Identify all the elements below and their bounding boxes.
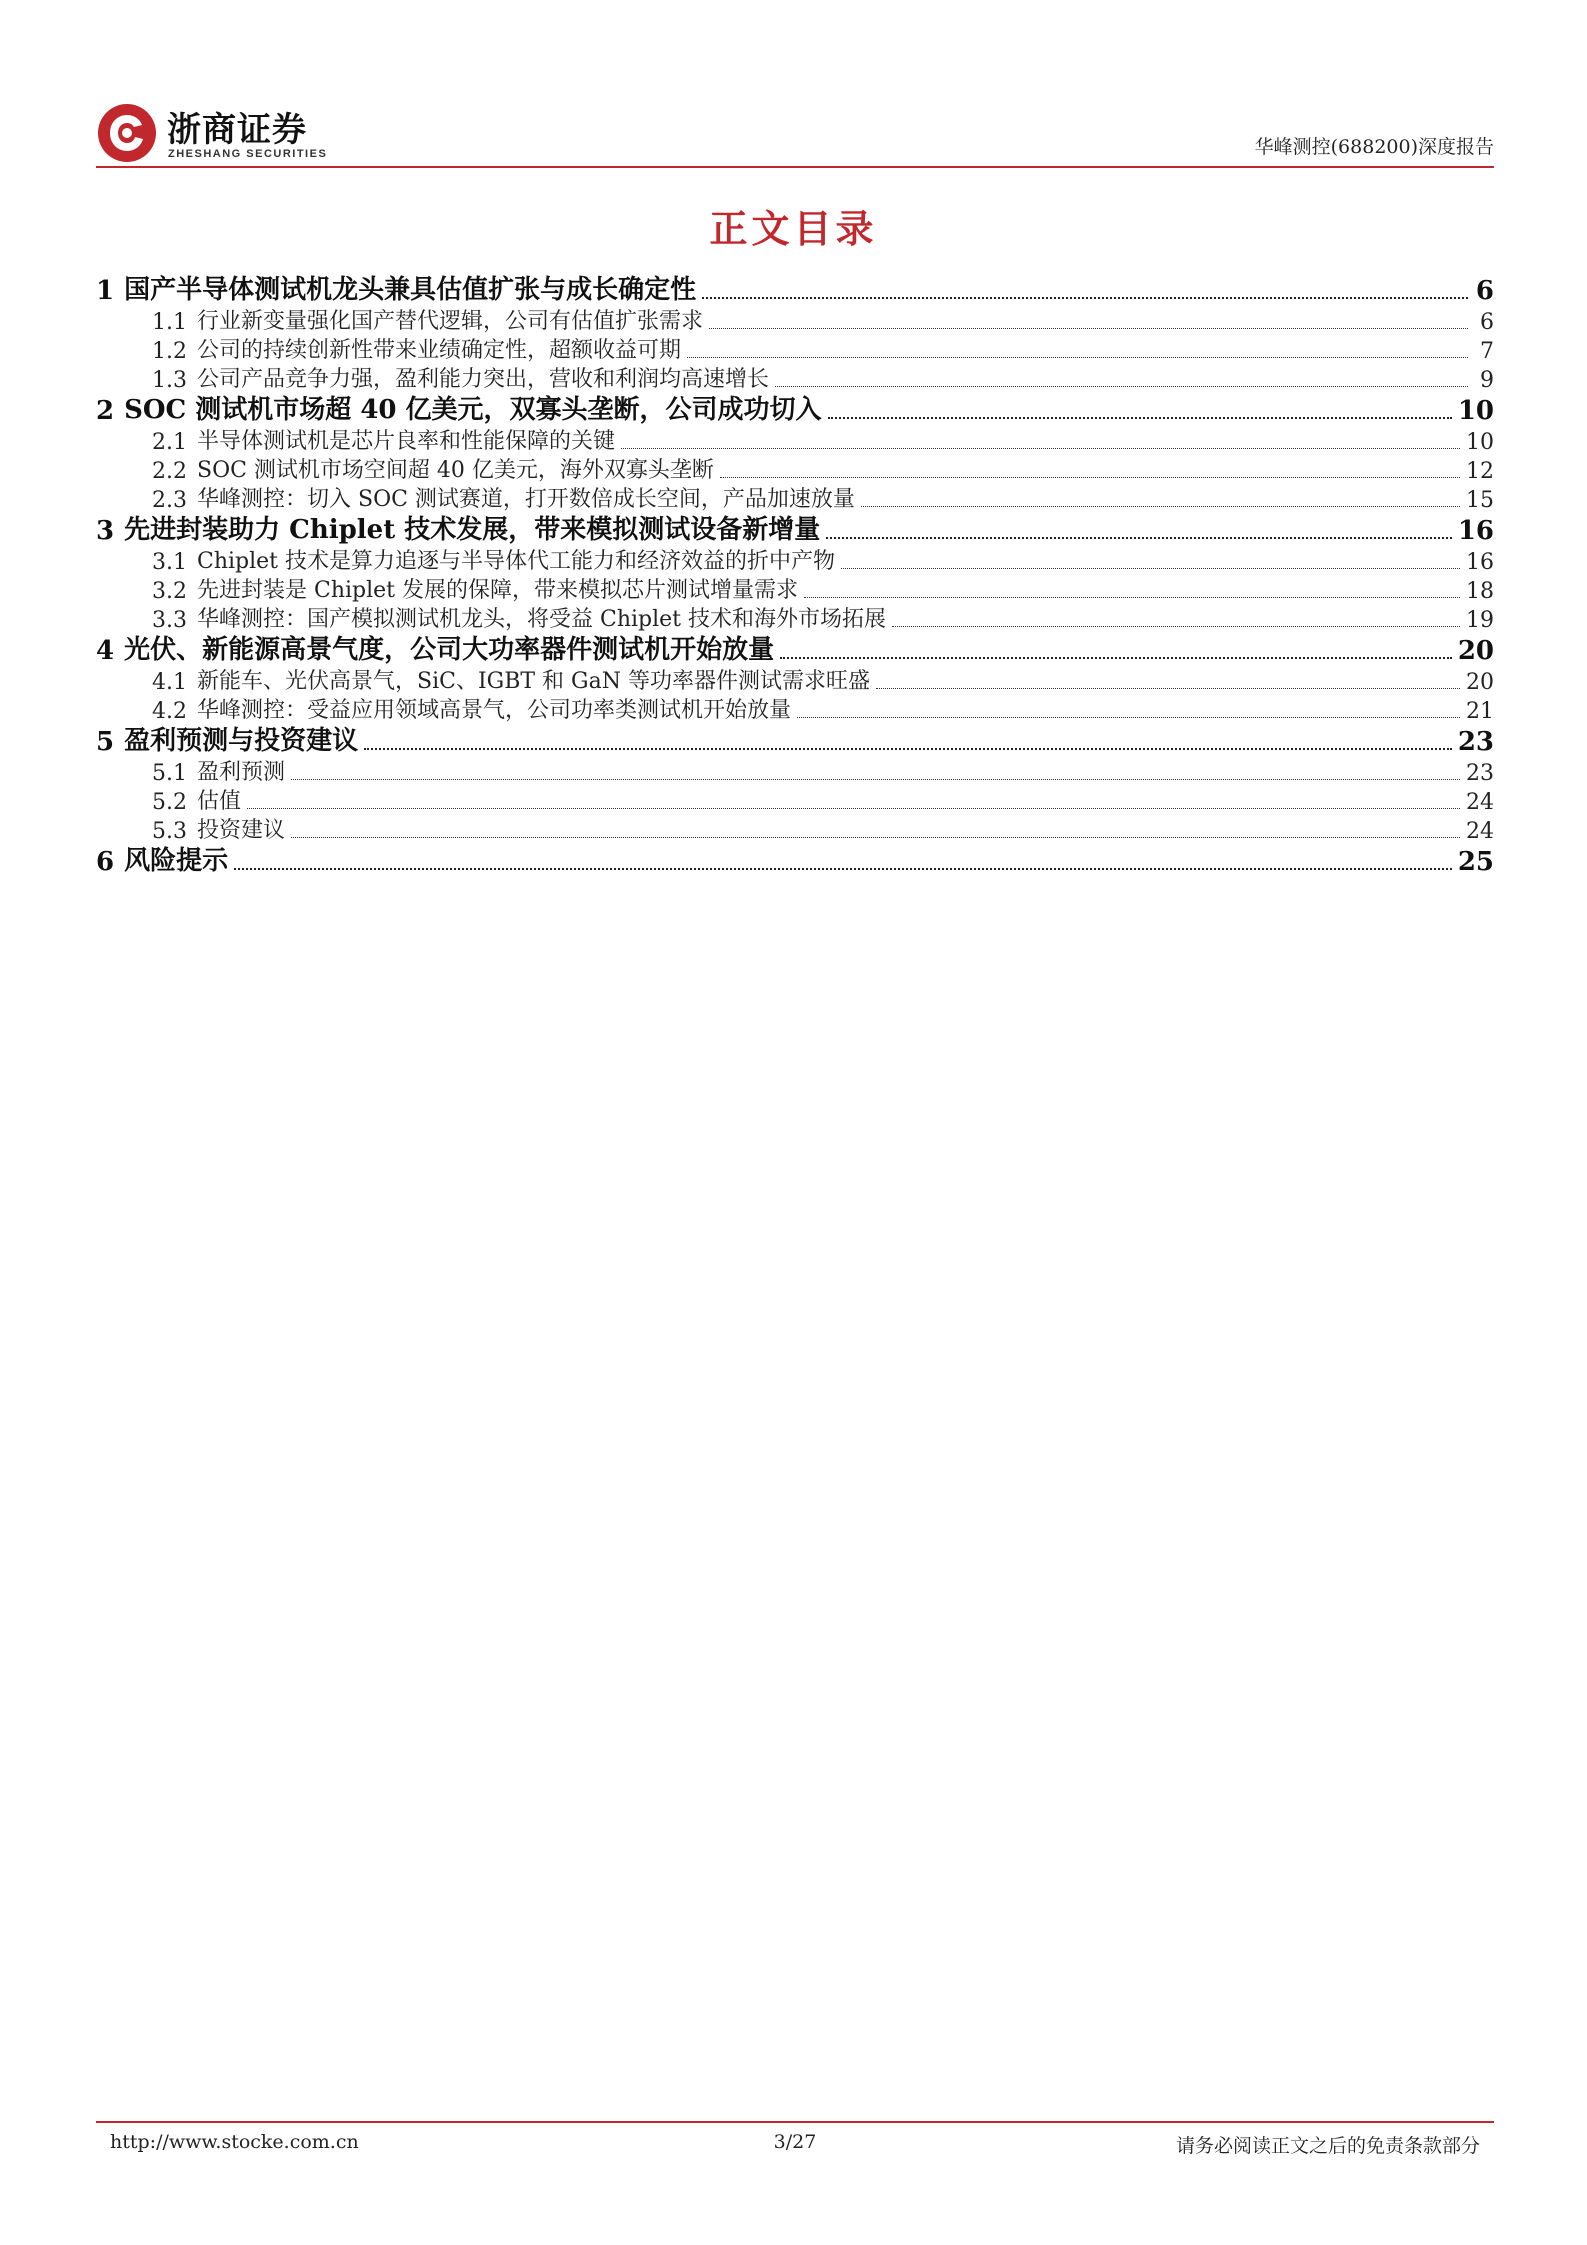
- logo-text-cn: 浙商证券: [167, 110, 307, 150]
- toc-page-number: 6: [1475, 276, 1494, 306]
- toc-leader-dots: [291, 779, 1460, 780]
- report-title: 华峰测控(688200)深度报告: [1254, 136, 1494, 158]
- toc-subsection-title: SOC 测试机市场空间超 40 亿美元，海外双寡头垄断: [197, 458, 714, 483]
- footer-divider: [96, 2121, 1494, 2123]
- toc-subsection-2.2[interactable]: [96, 454, 1494, 484]
- toc-subsection-4.1[interactable]: [96, 665, 1494, 695]
- toc-subsection-number: 5.2: [152, 790, 187, 815]
- toc-section-number: 4: [96, 636, 115, 666]
- toc-page-number: 15: [1466, 488, 1494, 513]
- toc-subsection-title: 投资建议: [197, 818, 286, 843]
- toc-subsection-number: 2.2: [152, 459, 187, 484]
- toc-subsection-title: 先进封装是 Chiplet 发展的保障，带来模拟芯片测试增量需求: [197, 578, 799, 603]
- page-indicator: 3/27: [773, 2131, 817, 2153]
- logo-text-en: ZHESHANG SECURITIES: [168, 148, 328, 160]
- toc-leader-dots: [709, 328, 1468, 329]
- toc-subsection-2.1[interactable]: [96, 425, 1494, 455]
- toc-leader-dots: [720, 477, 1460, 478]
- footer-disclaimer: 请务必阅读正文之后的免责条款部分: [1175, 2135, 1480, 2157]
- toc-subsection-title: 行业新变量强化国产替代逻辑，公司有估值扩张需求: [197, 309, 704, 334]
- toc-subsection-1.1[interactable]: [96, 305, 1494, 335]
- toc-subsection-number: 4.2: [152, 699, 187, 724]
- toc-section-number: 6: [96, 847, 115, 877]
- toc-subsection-title: 新能车、光伏高景气，SiC、IGBT 和 GaN 等功率器件测试需求旺盛: [197, 669, 870, 694]
- toc-section-6[interactable]: [96, 843, 1494, 877]
- toc-leader-dots: [775, 386, 1468, 387]
- toc-section-number: 2: [96, 396, 115, 426]
- toc-leader-dots: [621, 448, 1460, 449]
- toc-subsection-number: 3.2: [152, 579, 187, 604]
- zheshang-logo-icon: [96, 102, 158, 164]
- toc-section-2[interactable]: [96, 392, 1494, 426]
- toc-section-number: 5: [96, 727, 115, 757]
- toc-page-number: 9: [1480, 368, 1494, 393]
- toc-page-number: 23: [1457, 727, 1494, 757]
- toc-page-number: 10: [1457, 396, 1494, 426]
- toc-leader-dots: [861, 506, 1460, 507]
- toc-page-number: 10: [1466, 430, 1494, 455]
- toc-section-1[interactable]: [96, 272, 1494, 306]
- toc-subsection-title: 华峰测控：国产模拟测试机龙头，将受益 Chiplet 技术和海外市场拓展: [197, 607, 887, 632]
- toc-section-number: 1: [96, 276, 115, 306]
- toc-subsection-number: 3.3: [152, 608, 187, 633]
- toc-subsection-number: 4.1: [152, 670, 187, 695]
- toc-subsection-title: 公司的持续创新性带来业绩确定性，超额收益可期: [197, 338, 682, 363]
- toc-title: 正文目录: [709, 207, 878, 251]
- toc-leader-dots: [247, 808, 1460, 809]
- toc-subsection-number: 2.1: [152, 430, 187, 455]
- toc-leader-dots: [364, 748, 1452, 750]
- page-header: [96, 96, 1494, 170]
- toc-section-title: 风险提示: [124, 846, 229, 876]
- toc-leader-dots: [234, 868, 1452, 870]
- toc-section-3[interactable]: [96, 512, 1494, 546]
- toc-page-number: 7: [1480, 339, 1494, 364]
- toc-leader-dots: [828, 417, 1452, 419]
- footer-url-link[interactable]: http://www.stocke.com.cn: [110, 2131, 359, 2153]
- toc-leader-dots: [804, 597, 1460, 598]
- toc-section-title: 国产半导体测试机龙头兼具估值扩张与成长确定性: [124, 275, 697, 305]
- toc-page-number: 19: [1466, 608, 1494, 633]
- toc-subsection-number: 5.1: [152, 761, 187, 786]
- toc-subsection-5.2[interactable]: [96, 785, 1494, 815]
- toc-page-number: 25: [1457, 847, 1494, 877]
- toc-page-number: 24: [1466, 819, 1494, 844]
- toc-subsection-title: 华峰测控：受益应用领域高景气，公司功率类测试机开始放量: [197, 698, 792, 723]
- toc-leader-dots: [291, 837, 1460, 838]
- toc-subsection-title: 估值: [197, 789, 242, 814]
- toc-leader-dots: [687, 357, 1468, 358]
- toc-section-number: 3: [96, 516, 115, 546]
- toc-subsection-title: 盈利预测: [197, 760, 286, 785]
- toc-subsection-number: 1.3: [152, 368, 187, 393]
- toc-page-number: 20: [1457, 636, 1494, 666]
- toc-subsection-number: 1.1: [152, 310, 187, 335]
- toc-section-title: 先进封装助力 Chiplet 技术发展，带来模拟测试设备新增量: [124, 515, 821, 545]
- toc-subsection-5.1[interactable]: [96, 756, 1494, 786]
- toc-page-number: 16: [1457, 516, 1494, 546]
- toc-page-number: 6: [1480, 310, 1494, 335]
- header-divider: [96, 166, 1494, 168]
- toc-subsection-title: 华峰测控：切入 SOC 测试赛道，打开数倍成长空间，产品加速放量: [197, 487, 855, 512]
- toc-page-number: 21: [1466, 699, 1494, 724]
- page-footer: [110, 2131, 1480, 2161]
- toc-leader-dots: [876, 688, 1460, 689]
- toc-page-number: 18: [1466, 579, 1494, 604]
- toc-subsection-title: 公司产品竞争力强，盈利能力突出，营收和利润均高速增长: [197, 367, 770, 392]
- toc-subsection-number: 1.2: [152, 339, 187, 364]
- toc-section-title: 盈利预测与投资建议: [124, 726, 359, 756]
- toc-page-number: 20: [1466, 670, 1494, 695]
- toc-section-4[interactable]: [96, 632, 1494, 666]
- toc-subsection-3.1[interactable]: [96, 545, 1494, 575]
- toc-leader-dots: [702, 297, 1468, 299]
- toc-page-number: 16: [1466, 550, 1494, 575]
- toc-leader-dots: [892, 626, 1460, 627]
- toc-page-number: 23: [1466, 761, 1494, 786]
- toc-section-5[interactable]: [96, 723, 1494, 757]
- company-logo: [96, 96, 336, 170]
- toc-leader-dots: [841, 568, 1460, 569]
- toc-leader-dots: [780, 657, 1452, 659]
- toc-section-title: SOC 测试机市场超 40 亿美元，双寡头垄断，公司成功切入: [124, 395, 822, 425]
- toc-subsection-5.3[interactable]: [96, 814, 1494, 844]
- toc-subsection-number: 5.3: [152, 819, 187, 844]
- toc-subsection-1.2[interactable]: [96, 334, 1494, 364]
- toc-page-number: 12: [1466, 459, 1494, 484]
- toc-page-number: 24: [1466, 790, 1494, 815]
- toc-subsection-number: 2.3: [152, 488, 187, 513]
- toc-subsection-title: 半导体测试机是芯片良率和性能保障的关键: [197, 429, 616, 454]
- toc-subsection-number: 3.1: [152, 550, 187, 575]
- toc-leader-dots: [826, 537, 1452, 539]
- toc-leader-dots: [797, 717, 1460, 718]
- toc-subsection-3.2[interactable]: [96, 574, 1494, 604]
- toc-section-title: 光伏、新能源高景气度，公司大功率器件测试机开始放量: [124, 635, 775, 665]
- toc-subsection-title: Chiplet 技术是算力追逐与半导体代工能力和经济效益的折中产物: [197, 549, 836, 574]
